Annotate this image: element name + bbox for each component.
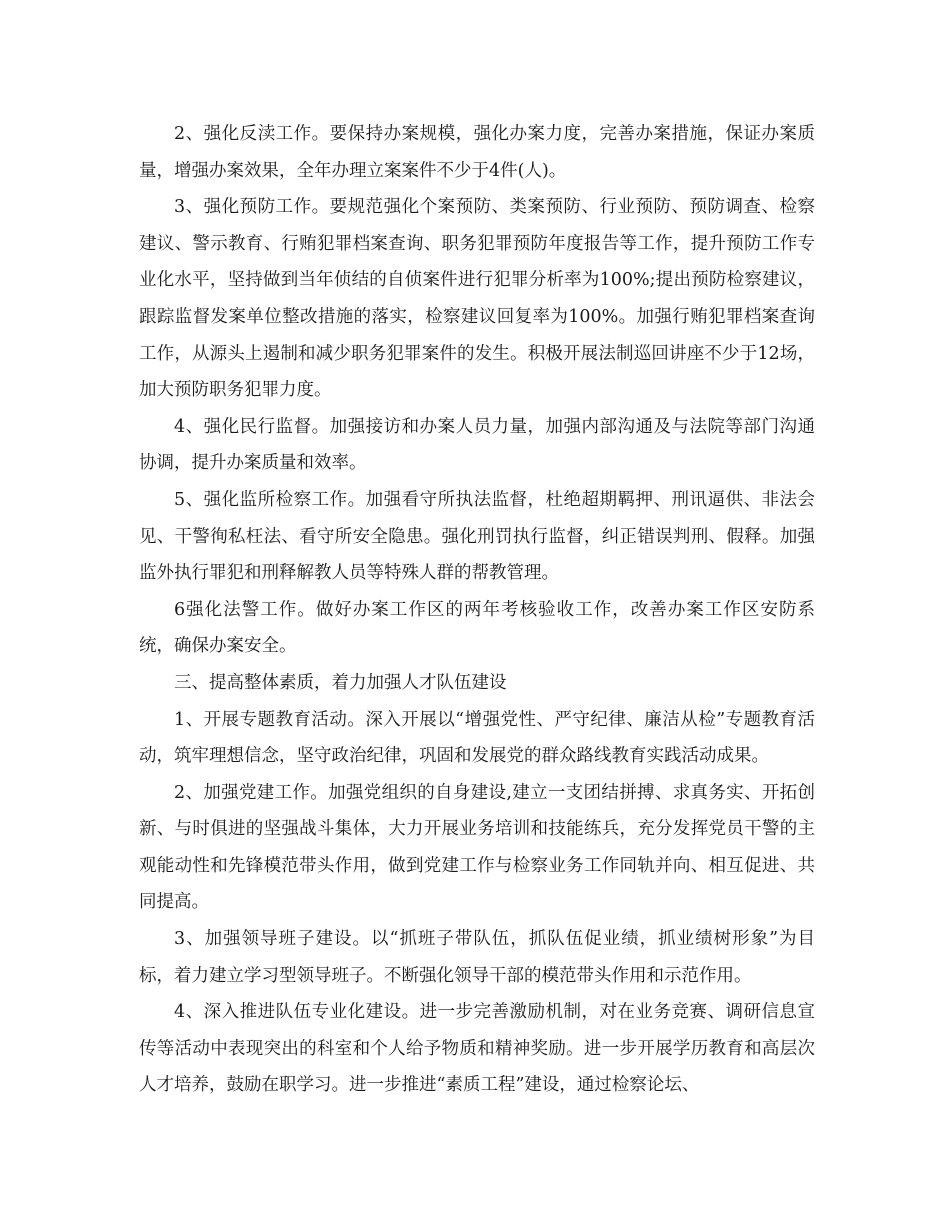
- paragraph-detention-supervision: 5、强化监所检察工作。加强看守所执法监督，杜绝超期羁押、刑讯逼供、非法会见、干警徇私枉法、看守所安全隐患。强化刑罚执行监督，纠正错误判刑、假释。加强监外执行罪犯和刑释解教人员等特殊人群的帮教管理。: [139, 489, 815, 584]
- paragraph-prevention: 3、强化预防工作。要规范强化个案预防、类案预防、行业预防、预防调查、检察建议、警示教育、行贿犯罪档案查询、职务犯罪预防年度报告等工作，提升预防工作专业化水平，坚持做到当年侦结的自侦案件进行犯罪分析率为100%;提出预防检察建议，跟踪监督发案单位整改措施的落实，检察建议回复率为100%。加强行贿犯罪档案查询工作，从源头上遏制和减少职务犯罪案件的发生。积极开展法制巡回讲座不少于12场，加大预防职务犯罪力度。: [139, 197, 815, 401]
- paragraph-judicial-police: 6强化法警工作。做好办案工作区的两年考核验收工作，改善办案工作区安防系统，确保办案安全。: [139, 599, 815, 657]
- section-heading-3: 三、提高整体素质，着力加强人才队伍建设: [174, 672, 507, 693]
- paragraph-anti-dereliction: 2、强化反渎工作。要保持办案规模，强化办案力度，完善办案措施，保证办案质量，增强办案效果，全年办理立案案件不少于4件(人)。: [139, 124, 815, 181]
- paragraph-thematic-education: 1、开展专题教育活动。深入开展以“增强党性、严守纪律、廉洁从检”专题教育活动，筑牢理想信念，坚守政治纪律，巩固和发展党的群众路线教育实践活动成果。: [139, 709, 815, 767]
- paragraph-professionalization: 4、深入推进队伍专业化建设。进一步完善激励机制，对在业务竞赛、调研信息宣传等活动中表现突出的科室和个人给予物质和精神奖励。进一步开展学历教育和高层次人才培养，鼓励在职学习。进一步推进“素质工程”建设，通过检察论坛、: [139, 1002, 815, 1096]
- paragraph-party-building: 2、加强党建工作。加强党组织的自身建设,建立一支团结拼搏、求真务实、开拓创新、与时俱进的坚强战斗集体，大力开展业务培训和技能练兵，充分发挥党员干警的主观能动性和先锋模范带头作用，做到党建工作与检察业务工作同轨并向、相互促进、共同提高。: [139, 782, 815, 913]
- document-body: [139, 116, 815, 1104]
- paragraph-leadership: 3、加强领导班子建设。以“抓班子带队伍，抓队伍促业绩，抓业绩树形象”为目标，着力建立学习型领导班子。不断强化领导干部的模范带头作用和示范作用。: [139, 929, 815, 986]
- paragraph-civil-admin-supervision: 4、强化民行监督。加强接访和办案人员力量，加强内部沟通及与法院等部门沟通协调，提升办案质量和效率。: [139, 416, 815, 474]
